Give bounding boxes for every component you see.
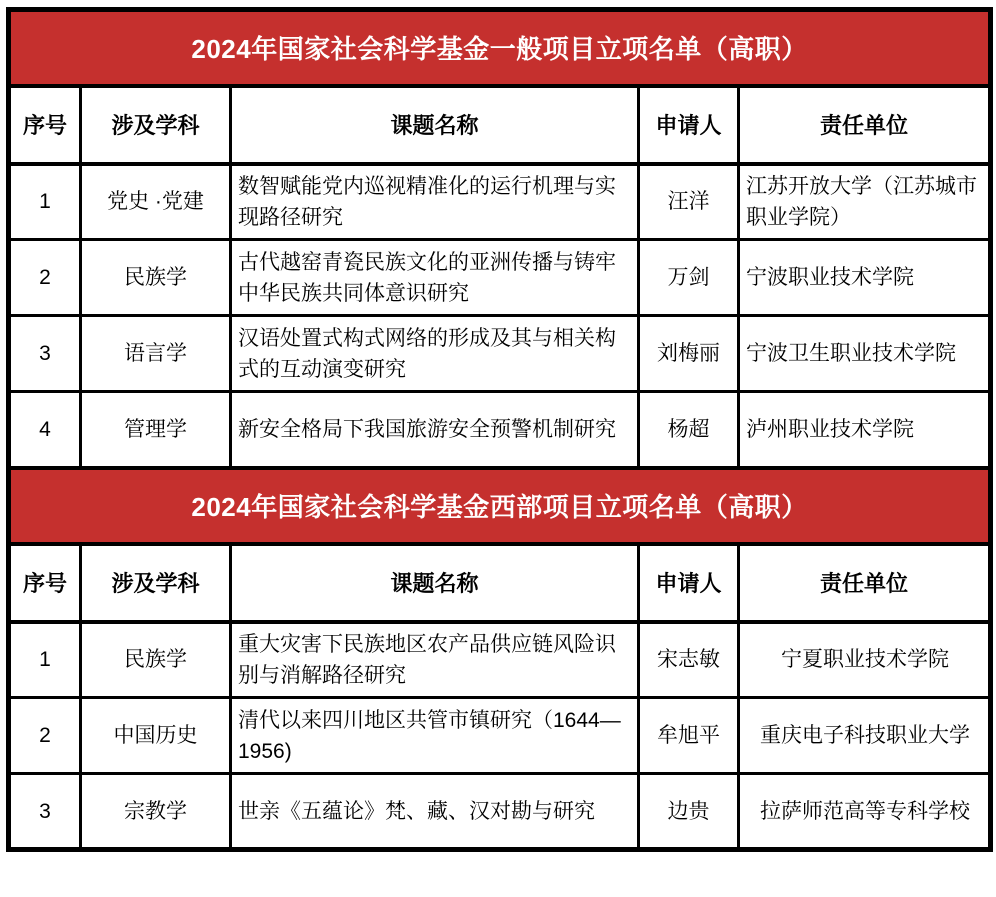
table-row [9, 622, 991, 698]
cell-applicant: 刘梅丽 [639, 316, 739, 392]
cell-project: 古代越窑青瓷民族文化的亚洲传播与铸牢中华民族共同体意识研究 [231, 240, 639, 316]
cell-no: 3 [9, 774, 81, 850]
cell-discipline: 宗教学 [81, 774, 231, 850]
cell-no: 2 [9, 240, 81, 316]
col-header-discipline: 涉及学科 [81, 86, 231, 164]
cell-no: 1 [9, 622, 81, 698]
cell-discipline: 民族学 [81, 622, 231, 698]
col-header-no: 序号 [9, 86, 81, 164]
cell-applicant: 杨超 [639, 392, 739, 468]
cell-discipline: 管理学 [81, 392, 231, 468]
cell-project: 重大灾害下民族地区农产品供应链风险识别与消解路径研究 [231, 622, 639, 698]
col-header-discipline: 涉及学科 [81, 544, 231, 622]
cell-institution: 泸州职业技术学院 [739, 392, 991, 468]
cell-project: 数智赋能党内巡视精准化的运行机理与实现路径研究 [231, 164, 639, 240]
table-row [9, 774, 991, 850]
col-header-project: 课题名称 [231, 86, 639, 164]
cell-no: 1 [9, 164, 81, 240]
table-header-row [9, 544, 991, 622]
cell-discipline: 党史 ·党建 [81, 164, 231, 240]
col-header-no: 序号 [9, 544, 81, 622]
table-row [9, 392, 991, 468]
cell-applicant: 牟旭平 [639, 698, 739, 774]
cell-project: 汉语处置式构式网络的形成及其与相关构式的互动演变研究 [231, 316, 639, 392]
table-row [9, 698, 991, 774]
cell-applicant: 万剑 [639, 240, 739, 316]
col-header-institution: 责任单位 [739, 544, 991, 622]
cell-applicant: 宋志敏 [639, 622, 739, 698]
cell-project: 新安全格局下我国旅游安全预警机制研究 [231, 392, 639, 468]
table-row [9, 468, 991, 544]
cell-institution: 江苏开放大学（江苏城市职业学院） [739, 164, 991, 240]
table-header-row [9, 86, 991, 164]
cell-institution: 宁波职业技术学院 [739, 240, 991, 316]
cell-no: 2 [9, 698, 81, 774]
cell-institution: 宁夏职业技术学院 [739, 622, 991, 698]
col-header-institution: 责任单位 [739, 86, 991, 164]
cell-institution: 拉萨师范高等专科学校 [739, 774, 991, 850]
cell-discipline: 语言学 [81, 316, 231, 392]
cell-discipline: 中国历史 [81, 698, 231, 774]
table-row [9, 10, 991, 86]
table-row [9, 316, 991, 392]
cell-institution: 宁波卫生职业技术学院 [739, 316, 991, 392]
cell-project: 世亲《五蕴论》梵、藏、汉对勘与研究 [231, 774, 639, 850]
projects-table [6, 7, 993, 852]
col-header-applicant: 申请人 [639, 544, 739, 622]
col-header-project: 课题名称 [231, 544, 639, 622]
col-header-applicant: 申请人 [639, 86, 739, 164]
cell-no: 4 [9, 392, 81, 468]
cell-discipline: 民族学 [81, 240, 231, 316]
table-row [9, 164, 991, 240]
table-row [9, 240, 991, 316]
cell-institution: 重庆电子科技职业大学 [739, 698, 991, 774]
section-title-general: 2024年国家社会科学基金一般项目立项名单（高职） [9, 10, 991, 86]
cell-applicant: 边贵 [639, 774, 739, 850]
section-title-western: 2024年国家社会科学基金西部项目立项名单（高职） [9, 468, 991, 544]
cell-no: 3 [9, 316, 81, 392]
cell-project: 清代以来四川地区共管市镇研究（1644—1956) [231, 698, 639, 774]
cell-applicant: 汪洋 [639, 164, 739, 240]
